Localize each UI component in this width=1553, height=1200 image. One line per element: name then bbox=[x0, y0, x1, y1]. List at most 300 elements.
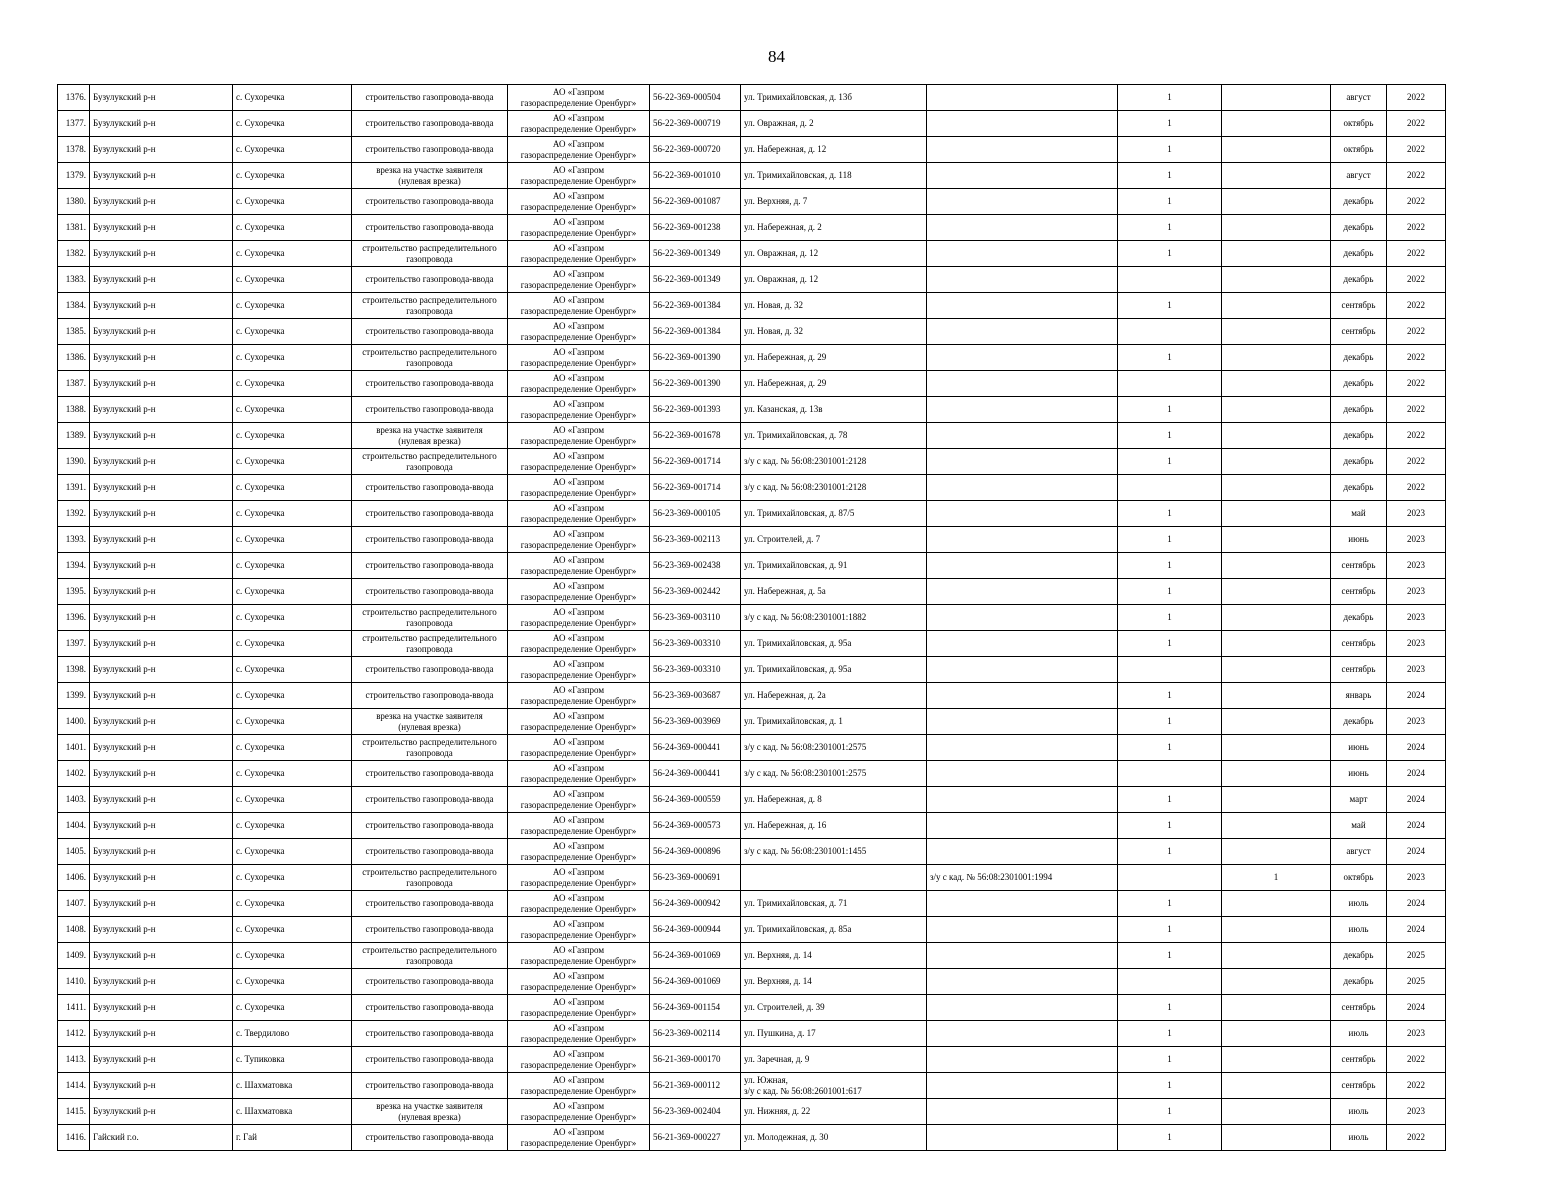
table-row bbox=[58, 1125, 1446, 1151]
count-alt-cell: 1 bbox=[1222, 865, 1331, 891]
address-cell bbox=[741, 605, 927, 631]
work-type-cell-line: строительство распределительного bbox=[362, 866, 497, 877]
district-cell: Бузулукский р-н bbox=[90, 475, 233, 501]
address-cell-line: ул. Новая, д. 32 bbox=[744, 326, 803, 336]
work-type-cell bbox=[352, 163, 508, 189]
address-alt-cell bbox=[927, 683, 1118, 709]
address-alt-cell bbox=[927, 241, 1118, 267]
work-type-cell-line: строительство газопровода-ввода bbox=[365, 1080, 494, 1090]
row-number-cell: 1390. bbox=[58, 449, 90, 475]
month-cell: декабрь bbox=[1331, 241, 1387, 267]
address-cell bbox=[741, 1099, 927, 1125]
count-cell: 1 bbox=[1118, 943, 1222, 969]
month-cell: декабрь bbox=[1331, 215, 1387, 241]
address-cell-line: ул. Тримихайловская, д. 78 bbox=[744, 430, 848, 440]
organization-cell-line: АО «Газпром bbox=[552, 892, 605, 903]
count-cell: 1 bbox=[1118, 553, 1222, 579]
application-code-cell: 56-22-369-001393 bbox=[650, 397, 741, 423]
organization-cell bbox=[508, 1099, 650, 1125]
month-cell: январь bbox=[1331, 683, 1387, 709]
organization-cell bbox=[508, 553, 650, 579]
table-row bbox=[58, 241, 1446, 267]
row-number-cell: 1415. bbox=[58, 1099, 90, 1125]
count-alt-cell bbox=[1222, 917, 1331, 943]
year-cell: 2024 bbox=[1387, 995, 1446, 1021]
count-cell: 1 bbox=[1118, 397, 1222, 423]
count-cell: 1 bbox=[1118, 215, 1222, 241]
locality-cell: с. Сухоречка bbox=[233, 423, 352, 449]
work-type-cell bbox=[352, 605, 508, 631]
count-cell bbox=[1118, 865, 1222, 891]
work-type-cell-line: строительство газопровода-ввода bbox=[365, 534, 494, 544]
work-type-cell-line: врезка на участке заявителя bbox=[376, 710, 483, 721]
address-alt-cell bbox=[927, 137, 1118, 163]
row-number-cell: 1389. bbox=[58, 423, 90, 449]
organization-cell-line: газораспределение Оренбург» bbox=[520, 1111, 637, 1122]
application-code-cell: 56-22-369-001390 bbox=[650, 345, 741, 371]
count-alt-cell bbox=[1222, 683, 1331, 709]
row-number-cell: 1395. bbox=[58, 579, 90, 605]
address-cell-line: ул. Строителей, д. 39 bbox=[744, 1002, 825, 1012]
district-cell: Бузулукский р-н bbox=[90, 553, 233, 579]
work-type-cell-line: строительство газопровода-ввода bbox=[365, 326, 494, 336]
locality-cell: с. Сухоречка bbox=[233, 605, 352, 631]
year-cell: 2022 bbox=[1387, 137, 1446, 163]
count-alt-cell bbox=[1222, 137, 1331, 163]
work-type-cell-line: строительство газопровода-ввода bbox=[365, 144, 494, 154]
organization-cell-line: газораспределение Оренбург» bbox=[520, 175, 637, 186]
address-cell bbox=[741, 579, 927, 605]
work-type-cell bbox=[352, 267, 508, 293]
table-row bbox=[58, 579, 1446, 605]
address-alt-cell bbox=[927, 1073, 1118, 1099]
address-cell-line: ул. Нижняя, д. 22 bbox=[744, 1106, 811, 1116]
year-cell: 2024 bbox=[1387, 917, 1446, 943]
count-alt-cell bbox=[1222, 891, 1331, 917]
application-code-cell: 56-22-369-001349 bbox=[650, 241, 741, 267]
district-cell: Бузулукский р-н bbox=[90, 527, 233, 553]
row-number-cell: 1413. bbox=[58, 1047, 90, 1073]
row-number-cell: 1416. bbox=[58, 1125, 90, 1151]
table-row bbox=[58, 865, 1446, 891]
month-cell: декабрь bbox=[1331, 709, 1387, 735]
address-cell-line: ул. Пушкина, д. 17 bbox=[744, 1028, 816, 1038]
locality-cell: с. Сухоречка bbox=[233, 683, 352, 709]
organization-cell bbox=[508, 293, 650, 319]
address-cell-line: ул. Овражная, д. 12 bbox=[744, 274, 819, 284]
row-number-cell: 1379. bbox=[58, 163, 90, 189]
application-code-cell: 56-22-369-001010 bbox=[650, 163, 741, 189]
district-cell: Бузулукский р-н bbox=[90, 761, 233, 787]
organization-cell-line: АО «Газпром bbox=[552, 1100, 605, 1111]
application-code-cell: 56-22-369-001390 bbox=[650, 371, 741, 397]
count-alt-cell bbox=[1222, 657, 1331, 683]
address-cell-line: з/у с кад. № 56:08:2301001:2128 bbox=[744, 482, 867, 492]
district-cell: Бузулукский р-н bbox=[90, 423, 233, 449]
locality-cell: с. Сухоречка bbox=[233, 267, 352, 293]
application-code-cell: 56-21-369-000170 bbox=[650, 1047, 741, 1073]
count-alt-cell bbox=[1222, 839, 1331, 865]
month-cell: июль bbox=[1331, 1021, 1387, 1047]
row-number-cell: 1377. bbox=[58, 111, 90, 137]
table-row bbox=[58, 917, 1446, 943]
district-cell: Бузулукский р-н bbox=[90, 371, 233, 397]
address-cell-line: ул. Набережная, д. 29 bbox=[744, 378, 827, 388]
organization-cell-line: газораспределение Оренбург» bbox=[520, 565, 637, 576]
address-cell-line: ул. Набережная, д. 2 bbox=[744, 222, 822, 232]
count-alt-cell bbox=[1222, 735, 1331, 761]
locality-cell: с. Твердилово bbox=[233, 1021, 352, 1047]
organization-cell bbox=[508, 163, 650, 189]
organization-cell-line: газораспределение Оренбург» bbox=[520, 903, 637, 914]
organization-cell-line: АО «Газпром bbox=[552, 554, 605, 565]
organization-cell-line: газораспределение Оренбург» bbox=[520, 253, 637, 264]
organization-cell bbox=[508, 865, 650, 891]
count-cell: 1 bbox=[1118, 813, 1222, 839]
work-type-cell bbox=[352, 1099, 508, 1125]
month-cell: декабрь bbox=[1331, 969, 1387, 995]
year-cell: 2022 bbox=[1387, 111, 1446, 137]
district-cell: Бузулукский р-н bbox=[90, 1073, 233, 1099]
count-alt-cell bbox=[1222, 605, 1331, 631]
application-code-cell: 56-24-369-000896 bbox=[650, 839, 741, 865]
locality-cell: с. Сухоречка bbox=[233, 319, 352, 345]
gas-connection-table bbox=[57, 84, 1446, 1151]
table-row bbox=[58, 423, 1446, 449]
locality-cell: с. Сухоречка bbox=[233, 787, 352, 813]
address-cell-line: ул. Заречная, д. 9 bbox=[744, 1054, 810, 1064]
table-row bbox=[58, 943, 1446, 969]
organization-cell-line: газораспределение Оренбург» bbox=[520, 591, 637, 602]
work-type-cell-line: строительство газопровода-ввода bbox=[365, 560, 494, 570]
row-number-cell: 1382. bbox=[58, 241, 90, 267]
district-cell: Бузулукский р-н bbox=[90, 1099, 233, 1125]
address-cell-line: ул. Строителей, д. 7 bbox=[744, 534, 821, 544]
application-code-cell: 56-23-369-003687 bbox=[650, 683, 741, 709]
application-code-cell: 56-24-369-000441 bbox=[650, 761, 741, 787]
organization-cell bbox=[508, 787, 650, 813]
row-number-cell: 1402. bbox=[58, 761, 90, 787]
work-type-cell bbox=[352, 969, 508, 995]
organization-cell-line: АО «Газпром bbox=[552, 1074, 605, 1085]
table-row bbox=[58, 397, 1446, 423]
row-number-cell: 1406. bbox=[58, 865, 90, 891]
address-cell bbox=[741, 267, 927, 293]
count-alt-cell bbox=[1222, 241, 1331, 267]
address-cell bbox=[741, 215, 927, 241]
count-cell: 1 bbox=[1118, 189, 1222, 215]
locality-cell: г. Гай bbox=[233, 1125, 352, 1151]
district-cell: Бузулукский р-н bbox=[90, 813, 233, 839]
application-code-cell: 56-24-369-000441 bbox=[650, 735, 741, 761]
application-code-cell: 56-23-369-002113 bbox=[650, 527, 741, 553]
address-alt-cell bbox=[927, 917, 1118, 943]
address-alt-cell bbox=[927, 293, 1118, 319]
work-type-cell bbox=[352, 657, 508, 683]
work-type-cell bbox=[352, 865, 508, 891]
address-cell bbox=[741, 475, 927, 501]
year-cell: 2025 bbox=[1387, 943, 1446, 969]
work-type-cell-line: (нулевая врезка) bbox=[398, 435, 461, 446]
work-type-cell bbox=[352, 449, 508, 475]
work-type-cell bbox=[352, 111, 508, 137]
organization-cell-line: АО «Газпром bbox=[552, 762, 605, 773]
address-alt-cell bbox=[927, 1047, 1118, 1073]
table-row bbox=[58, 449, 1446, 475]
row-number-cell: 1409. bbox=[58, 943, 90, 969]
count-alt-cell bbox=[1222, 1047, 1331, 1073]
district-cell: Бузулукский р-н bbox=[90, 631, 233, 657]
count-cell: 1 bbox=[1118, 527, 1222, 553]
address-cell bbox=[741, 917, 927, 943]
row-number-cell: 1386. bbox=[58, 345, 90, 371]
organization-cell bbox=[508, 735, 650, 761]
address-alt-cell bbox=[927, 605, 1118, 631]
year-cell: 2023 bbox=[1387, 605, 1446, 631]
locality-cell: с. Тупиковка bbox=[233, 1047, 352, 1073]
locality-cell: с. Сухоречка bbox=[233, 657, 352, 683]
month-cell: сентябрь bbox=[1331, 657, 1387, 683]
address-alt-cell bbox=[927, 943, 1118, 969]
count-cell: 1 bbox=[1118, 85, 1222, 111]
count-cell bbox=[1118, 371, 1222, 397]
table-row bbox=[58, 813, 1446, 839]
address-cell-line: ул. Тримихайловская, д. 13б bbox=[744, 92, 852, 102]
month-cell: октябрь bbox=[1331, 865, 1387, 891]
work-type-cell-line: газопровода bbox=[406, 461, 453, 472]
organization-cell bbox=[508, 1021, 650, 1047]
year-cell: 2022 bbox=[1387, 1047, 1446, 1073]
address-alt-cell bbox=[927, 475, 1118, 501]
work-type-cell bbox=[352, 839, 508, 865]
organization-cell bbox=[508, 85, 650, 111]
organization-cell-line: газораспределение Оренбург» bbox=[520, 513, 637, 524]
address-cell-line: ул. Новая, д. 32 bbox=[744, 300, 803, 310]
work-type-cell-line: строительство газопровода-ввода bbox=[365, 898, 494, 908]
work-type-cell bbox=[352, 1125, 508, 1151]
year-cell: 2024 bbox=[1387, 813, 1446, 839]
address-alt-cell bbox=[927, 371, 1118, 397]
organization-cell-line: АО «Газпром bbox=[552, 294, 605, 305]
month-cell: сентябрь bbox=[1331, 319, 1387, 345]
organization-cell-line: газораспределение Оренбург» bbox=[520, 721, 637, 732]
organization-cell-line: газораспределение Оренбург» bbox=[520, 279, 637, 290]
year-cell: 2025 bbox=[1387, 969, 1446, 995]
organization-cell bbox=[508, 241, 650, 267]
address-alt-cell bbox=[927, 891, 1118, 917]
address-alt-cell bbox=[927, 345, 1118, 371]
count-alt-cell bbox=[1222, 1073, 1331, 1099]
month-cell: сентябрь bbox=[1331, 631, 1387, 657]
work-type-cell-line: врезка на участке заявителя bbox=[376, 1100, 483, 1111]
organization-cell bbox=[508, 1125, 650, 1151]
address-cell-line: ул. Тримихайловская, д. 95а bbox=[744, 664, 852, 674]
work-type-cell bbox=[352, 761, 508, 787]
table-row bbox=[58, 839, 1446, 865]
work-type-cell bbox=[352, 215, 508, 241]
work-type-cell-line: строительство газопровода-ввода bbox=[365, 482, 494, 492]
organization-cell bbox=[508, 631, 650, 657]
address-cell bbox=[741, 501, 927, 527]
locality-cell: с. Сухоречка bbox=[233, 501, 352, 527]
table-row bbox=[58, 371, 1446, 397]
locality-cell: с. Сухоречка bbox=[233, 891, 352, 917]
address-cell bbox=[741, 683, 927, 709]
address-cell bbox=[741, 527, 927, 553]
count-cell: 1 bbox=[1118, 1047, 1222, 1073]
application-code-cell: 56-22-369-000504 bbox=[650, 85, 741, 111]
address-cell bbox=[741, 449, 927, 475]
organization-cell-line: АО «Газпром bbox=[552, 502, 605, 513]
address-alt-cell bbox=[927, 1021, 1118, 1047]
work-type-cell-line: строительство распределительного bbox=[362, 346, 497, 357]
address-cell bbox=[741, 1073, 927, 1099]
count-alt-cell bbox=[1222, 1021, 1331, 1047]
address-cell-line: з/у с кад. № 56:08:2301001:1455 bbox=[744, 846, 867, 856]
work-type-cell bbox=[352, 319, 508, 345]
year-cell: 2023 bbox=[1387, 553, 1446, 579]
locality-cell: с. Сухоречка bbox=[233, 969, 352, 995]
organization-cell-line: АО «Газпром bbox=[552, 944, 605, 955]
work-type-cell bbox=[352, 579, 508, 605]
address-cell bbox=[741, 371, 927, 397]
work-type-cell-line: строительство газопровода-ввода bbox=[365, 1028, 494, 1038]
district-cell: Бузулукский р-н bbox=[90, 137, 233, 163]
work-type-cell bbox=[352, 85, 508, 111]
table-row bbox=[58, 787, 1446, 813]
district-cell: Бузулукский р-н bbox=[90, 943, 233, 969]
organization-cell-line: АО «Газпром bbox=[552, 736, 605, 747]
address-cell-line: ул. Набережная, д. 8 bbox=[744, 794, 822, 804]
organization-cell bbox=[508, 319, 650, 345]
count-cell: 1 bbox=[1118, 787, 1222, 813]
page-number: 84 bbox=[768, 47, 785, 66]
row-number-cell: 1396. bbox=[58, 605, 90, 631]
application-code-cell: 56-22-369-001384 bbox=[650, 293, 741, 319]
work-type-cell-line: врезка на участке заявителя bbox=[376, 164, 483, 175]
work-type-cell bbox=[352, 917, 508, 943]
count-alt-cell bbox=[1222, 527, 1331, 553]
year-cell: 2022 bbox=[1387, 1125, 1446, 1151]
address-cell bbox=[741, 319, 927, 345]
year-cell: 2022 bbox=[1387, 241, 1446, 267]
organization-cell bbox=[508, 189, 650, 215]
district-cell: Бузулукский р-н bbox=[90, 917, 233, 943]
work-type-cell-line: строительство газопровода-ввода bbox=[365, 378, 494, 388]
organization-cell-line: АО «Газпром bbox=[552, 1022, 605, 1033]
count-cell bbox=[1118, 267, 1222, 293]
organization-cell-line: АО «Газпром bbox=[552, 996, 605, 1007]
address-cell bbox=[741, 839, 927, 865]
year-cell: 2022 bbox=[1387, 371, 1446, 397]
row-number-cell: 1400. bbox=[58, 709, 90, 735]
address-cell-line: ул. Овражная, д. 12 bbox=[744, 248, 819, 258]
organization-cell-line: АО «Газпром bbox=[552, 372, 605, 383]
address-cell-line: ул. Набережная, д. 12 bbox=[744, 144, 827, 154]
address-alt-cell bbox=[927, 163, 1118, 189]
locality-cell: с. Сухоречка bbox=[233, 475, 352, 501]
year-cell: 2024 bbox=[1387, 735, 1446, 761]
application-code-cell: 56-24-369-000944 bbox=[650, 917, 741, 943]
row-number-cell: 1414. bbox=[58, 1073, 90, 1099]
month-cell: март bbox=[1331, 787, 1387, 813]
table-row bbox=[58, 475, 1446, 501]
address-alt-cell bbox=[927, 553, 1118, 579]
work-type-cell-line: строительство газопровода-ввода bbox=[365, 1054, 494, 1064]
work-type-cell-line: строительство газопровода-ввода bbox=[365, 794, 494, 804]
month-cell: декабрь bbox=[1331, 475, 1387, 501]
year-cell: 2023 bbox=[1387, 657, 1446, 683]
row-number-cell: 1381. bbox=[58, 215, 90, 241]
count-alt-cell bbox=[1222, 553, 1331, 579]
address-cell-line: ул. Тримихайловская, д. 87/5 bbox=[744, 508, 855, 518]
district-cell: Бузулукский р-н bbox=[90, 865, 233, 891]
count-alt-cell bbox=[1222, 163, 1331, 189]
table-row bbox=[58, 1047, 1446, 1073]
count-cell: 1 bbox=[1118, 735, 1222, 761]
count-cell: 1 bbox=[1118, 1073, 1222, 1099]
address-alt-cell bbox=[927, 423, 1118, 449]
month-cell: декабрь bbox=[1331, 189, 1387, 215]
organization-cell-line: АО «Газпром bbox=[552, 606, 605, 617]
district-cell: Бузулукский р-н bbox=[90, 995, 233, 1021]
application-code-cell: 56-23-369-002438 bbox=[650, 553, 741, 579]
application-code-cell: 56-22-369-001238 bbox=[650, 215, 741, 241]
address-alt-cell bbox=[927, 813, 1118, 839]
month-cell: декабрь bbox=[1331, 397, 1387, 423]
table-row bbox=[58, 891, 1446, 917]
district-cell: Бузулукский р-н bbox=[90, 579, 233, 605]
year-cell: 2022 bbox=[1387, 345, 1446, 371]
address-alt-cell bbox=[927, 397, 1118, 423]
application-code-cell: 56-22-369-001714 bbox=[650, 475, 741, 501]
organization-cell bbox=[508, 579, 650, 605]
address-cell-line: ул. Набережная, д. 5а bbox=[744, 586, 826, 596]
address-alt-cell bbox=[927, 267, 1118, 293]
count-cell: 1 bbox=[1118, 683, 1222, 709]
organization-cell-line: АО «Газпром bbox=[552, 1126, 605, 1137]
organization-cell bbox=[508, 969, 650, 995]
work-type-cell-line: строительство распределительного bbox=[362, 736, 497, 747]
year-cell: 2022 bbox=[1387, 267, 1446, 293]
district-cell: Бузулукский р-н bbox=[90, 267, 233, 293]
month-cell: июль bbox=[1331, 917, 1387, 943]
count-alt-cell bbox=[1222, 371, 1331, 397]
district-cell: Бузулукский р-н bbox=[90, 397, 233, 423]
count-cell: 1 bbox=[1118, 605, 1222, 631]
row-number-cell: 1378. bbox=[58, 137, 90, 163]
district-cell: Бузулукский р-н bbox=[90, 735, 233, 761]
count-cell bbox=[1118, 319, 1222, 345]
organization-cell bbox=[508, 813, 650, 839]
district-cell: Бузулукский р-н bbox=[90, 1047, 233, 1073]
address-cell bbox=[741, 995, 927, 1021]
organization-cell-line: АО «Газпром bbox=[552, 138, 605, 149]
organization-cell bbox=[508, 527, 650, 553]
work-type-cell-line: (нулевая врезка) bbox=[398, 175, 461, 186]
year-cell: 2022 bbox=[1387, 1073, 1446, 1099]
table-row bbox=[58, 1073, 1446, 1099]
address-cell bbox=[741, 1047, 927, 1073]
application-code-cell: 56-23-369-003969 bbox=[650, 709, 741, 735]
address-cell-line: ул. Молодежная, д. 30 bbox=[744, 1132, 829, 1142]
month-cell: август bbox=[1331, 839, 1387, 865]
table-row bbox=[58, 137, 1446, 163]
address-alt-cell: з/у с кад. № 56:08:2301001:1994 bbox=[927, 865, 1118, 891]
application-code-cell: 56-22-369-000719 bbox=[650, 111, 741, 137]
district-cell: Бузулукский р-н bbox=[90, 215, 233, 241]
count-alt-cell bbox=[1222, 189, 1331, 215]
